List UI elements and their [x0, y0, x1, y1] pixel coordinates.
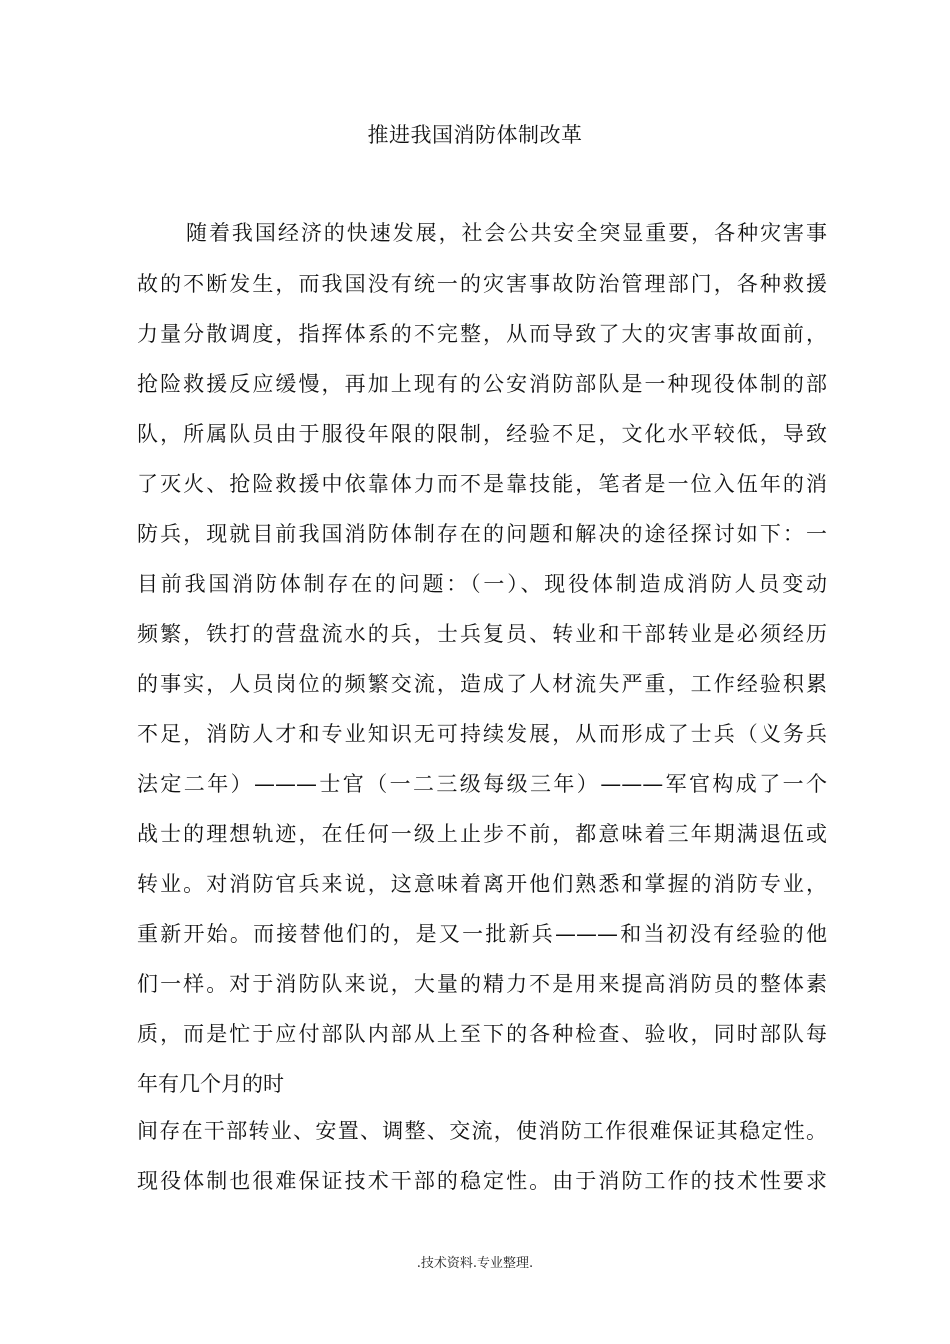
text-line: 们一样。对于消防队来说，大量的精力不是用来提高消防员的整体素: [137, 972, 827, 996]
text-line: 法定二年）———士官（一二三级每级三年）———军官构成了一个: [137, 772, 827, 796]
text-line: 战士的理想轨迹，在任何一级上止步不前，都意味着三年期满退伍或: [137, 822, 827, 846]
text-line: 间存在干部转业、安置、调整、交流，使消防工作很难保证其稳定性。: [137, 1119, 827, 1143]
text-line: 不足，消防人才和专业知识无可持续发展，从而形成了士兵（义务兵: [137, 722, 827, 746]
text-line: 质，而是忙于应付部队内部从上至下的各种检查、验收，同时部队每: [137, 1022, 827, 1046]
text-line: 的事实，人员岗位的频繁交流，造成了人材流失严重，工作经验积累: [137, 672, 827, 696]
text-line: 重新开始。而接替他们的，是又一批新兵———和当初没有经验的他: [137, 922, 827, 946]
text-line: 转业。对消防官兵来说，这意味着离开他们熟悉和掌握的消防专业，: [137, 872, 827, 896]
text-line: 频繁，铁打的营盘流水的兵，士兵复员、转业和干部转业是必须经历: [137, 622, 827, 646]
text-line: 随着我国经济的快速发展，社会公共安全突显重要，各种灾害事: [186, 221, 827, 245]
page-title: 推进我国消防体制改革: [367, 123, 583, 147]
text-line: 目前我国消防体制存在的问题：（一）、现役体制造成消防人员变动: [137, 572, 827, 596]
text-line: 力量分散调度，指挥体系的不完整，从而导致了大的灾害事故面前，: [137, 322, 827, 346]
text-line: 队，所属队员由于服役年限的限制，经验不足，文化水平较低，导致: [137, 422, 827, 446]
page-footer: .技术资料.专业整理.: [416, 1256, 534, 1271]
text-line: 抢险救援反应缓慢，再加上现有的公安消防部队是一种现役体制的部: [137, 372, 827, 396]
text-line: 故的不断发生，而我国没有统一的灾害事故防治管理部门，各种救援: [137, 272, 827, 296]
text-line: 现役体制也很难保证技术干部的稳定性。由于消防工作的技术性要求: [137, 1169, 827, 1193]
text-line: 了灭火、抢险救援中依靠体力而不是靠技能，笔者是一位入伍年的消: [137, 472, 827, 496]
text-line: 年有几个月的时: [137, 1072, 284, 1096]
text-line: 防兵，现就目前我国消防体制存在的问题和解决的途径探讨如下：一: [137, 522, 827, 546]
